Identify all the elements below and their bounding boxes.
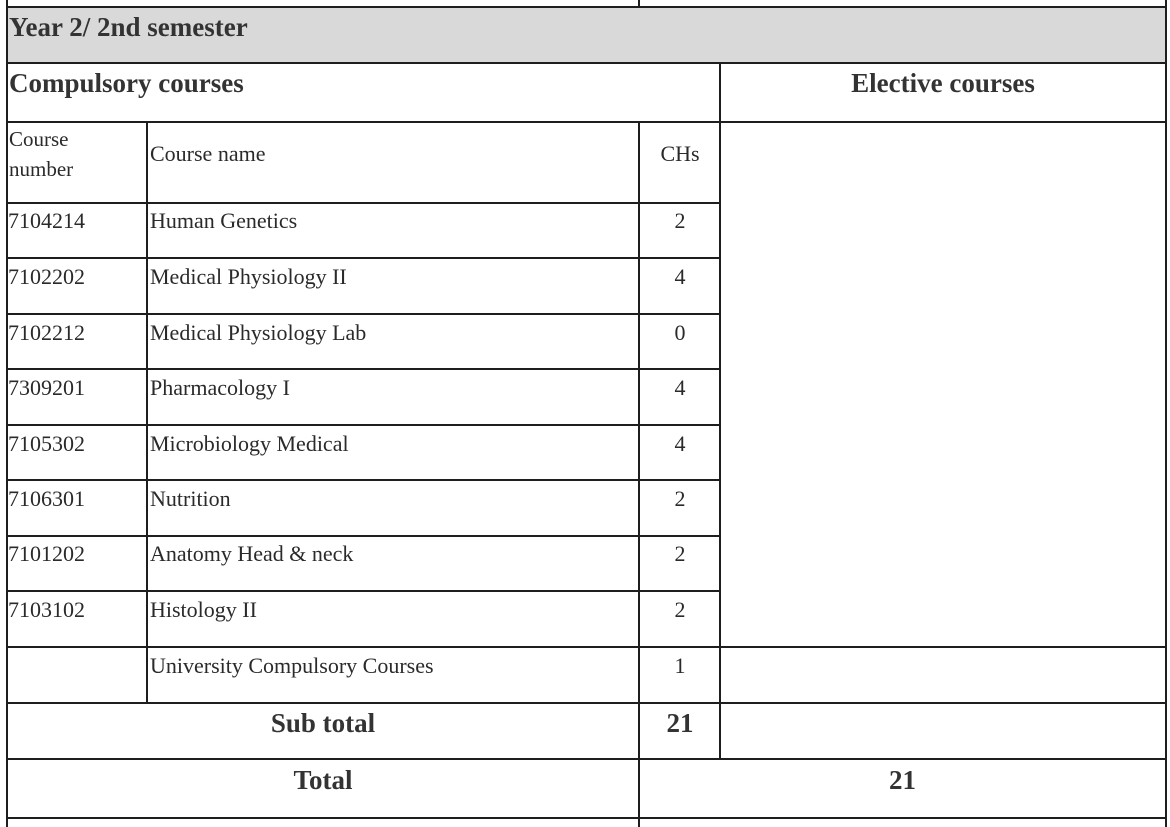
course-chs: 4 (674, 431, 686, 456)
course-chs: 1 (674, 653, 686, 678)
course-number: 7102202 (8, 264, 85, 289)
subtotal-value: 21 (666, 708, 694, 738)
course-chs: 2 (674, 486, 686, 511)
rule-row (7, 313, 721, 315)
rule-row (7, 646, 1167, 648)
rule-number-name (146, 121, 148, 704)
rule-row (7, 424, 721, 426)
course-name: Histology II (150, 597, 257, 622)
column-header-name: Course name (150, 141, 266, 166)
subtotal-label: Sub total (270, 708, 376, 738)
total-label: Total (293, 765, 353, 795)
course-chs: 2 (674, 597, 686, 622)
course-name: Microbiology Medical (150, 431, 349, 456)
column-header-chs: CHs (660, 141, 700, 166)
course-name: Nutrition (150, 486, 231, 511)
course-name: University Compulsory Courses (150, 653, 434, 678)
rule-right (1165, 0, 1167, 827)
course-name: Medical Physiology II (150, 264, 347, 289)
rule-top-stub (638, 0, 640, 8)
compulsory-heading: Compulsory courses (9, 68, 244, 98)
rule-bottom (7, 817, 1167, 819)
rule-after-headings (7, 121, 1167, 123)
course-number: 7104214 (8, 208, 85, 233)
column-header-number-line1: Course (9, 127, 69, 151)
course-name: Human Genetics (150, 208, 298, 233)
rule-row (7, 590, 721, 592)
course-number: 7309201 (8, 375, 85, 400)
rule-row (7, 257, 721, 259)
course-chs: 4 (674, 264, 686, 289)
course-number: 7105302 (8, 431, 85, 456)
semester-title: Year 2/ 2nd semester (9, 12, 248, 42)
rule-before-subtotal (7, 702, 1167, 704)
rule-row (7, 368, 721, 370)
rule-after-semester (7, 62, 1167, 64)
course-name: Pharmacology I (150, 375, 290, 400)
rule-left (6, 0, 8, 827)
rule-top (7, 6, 1167, 8)
course-chs: 2 (674, 541, 686, 566)
course-chs: 0 (674, 320, 686, 345)
course-number: 7103102 (8, 597, 85, 622)
elective-heading: Elective courses (851, 68, 1035, 98)
total-value: 21 (889, 765, 916, 795)
course-number: 7106301 (8, 486, 85, 511)
rule-row (7, 479, 721, 481)
course-number: 7101202 (8, 541, 85, 566)
course-chs: 4 (674, 375, 686, 400)
column-header-number-line2: number (9, 157, 74, 181)
rule-after-column-headers (7, 202, 721, 204)
course-number: 7102212 (8, 320, 85, 345)
rule-before-total (7, 758, 1167, 760)
course-name: Medical Physiology Lab (150, 320, 367, 345)
course-chs: 2 (674, 208, 686, 233)
rule-row (7, 535, 721, 537)
course-name: Anatomy Head & neck (150, 541, 354, 566)
